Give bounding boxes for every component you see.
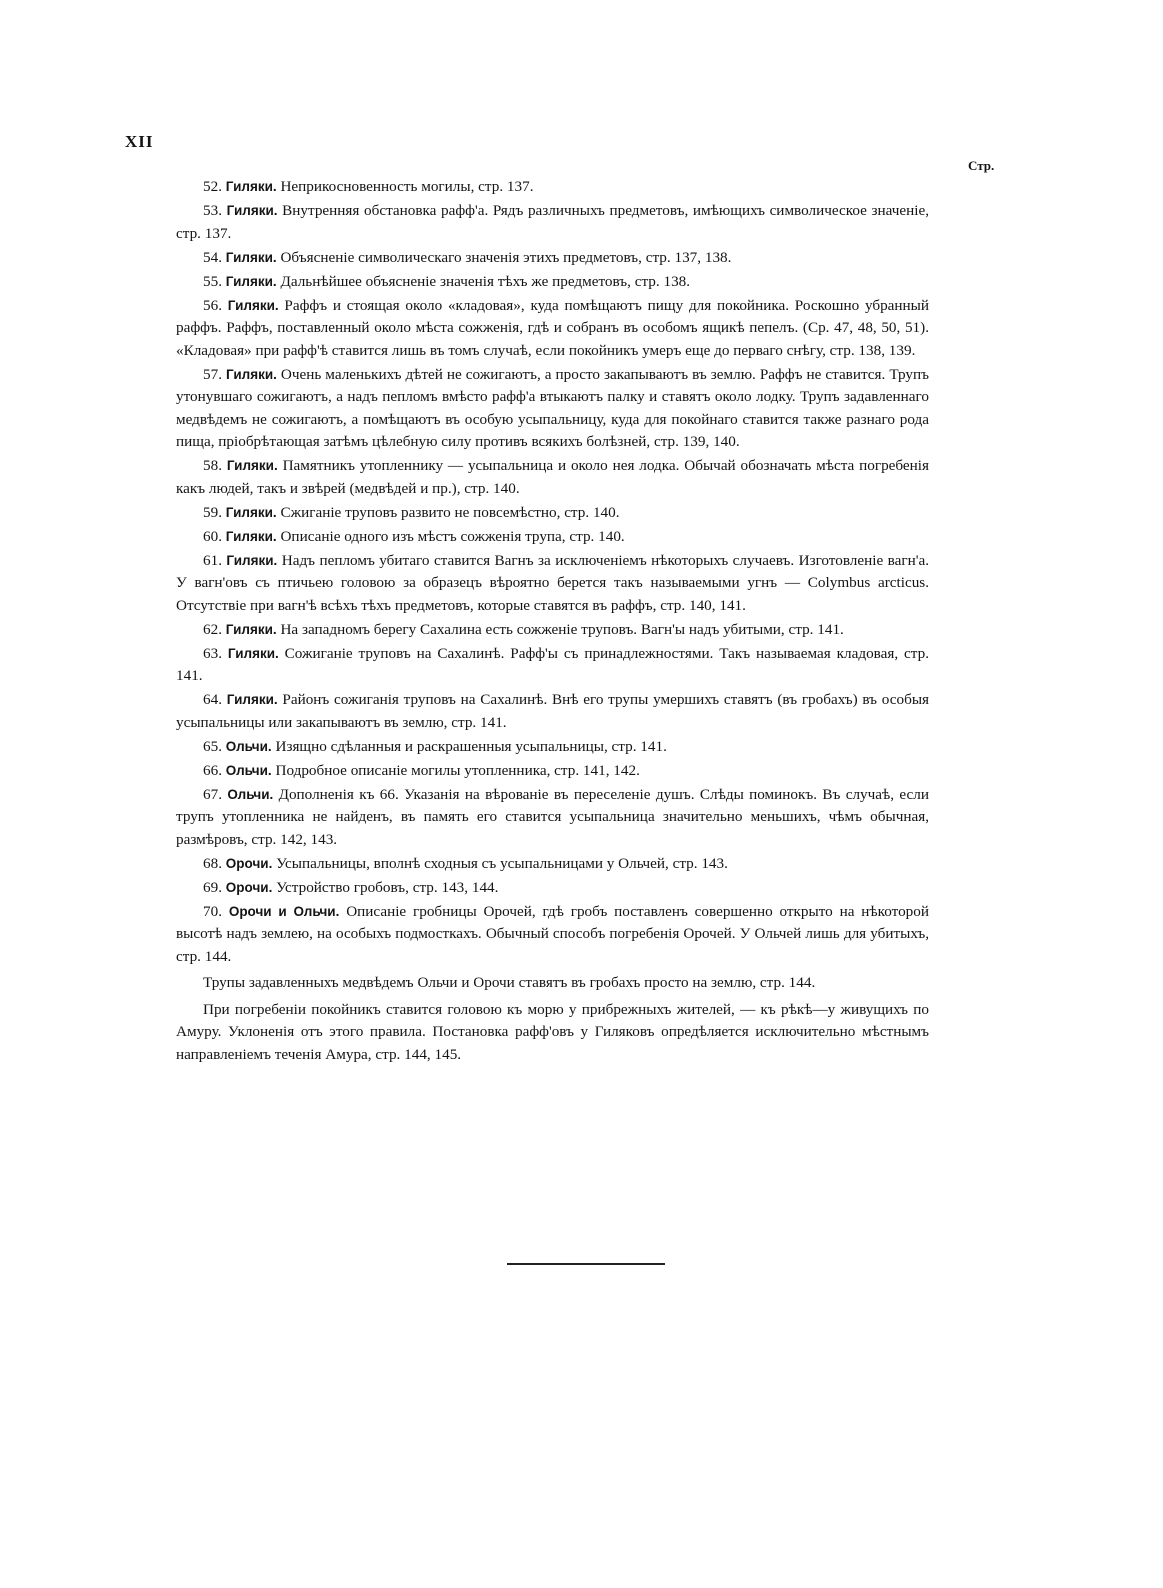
contents-entry <box>176 271 929 294</box>
entry-number: 52. <box>203 178 222 195</box>
entry-people: Гиляки. <box>227 297 279 313</box>
contents-entry <box>176 200 929 245</box>
contents-entry <box>176 877 929 900</box>
entry-people: Гиляки. <box>226 458 278 473</box>
entry-text: Памятникъ утопленнику — усыпальница и около нея лодка. Обычай обозначать мѣста погребенія какъ людей, такъ и звѣрей (медвѣдей и пр.), стр. 140. <box>176 457 930 497</box>
entry-people: Гиляки. <box>225 528 277 544</box>
entry-number: 59. <box>203 503 222 521</box>
entry-people: Гиляки. <box>225 504 277 520</box>
entry-number: 55. <box>203 272 222 290</box>
contents-entry <box>176 176 929 199</box>
entry-number: 61. <box>203 551 222 569</box>
contents-entry <box>176 784 929 852</box>
entry-text: Очень маленькихъ дѣтей не сожигаютъ, а просто закапываютъ въ землю. Раффъ не ставится. Трупъ утонувшаго сожигаютъ, а надъ пепломъ вмѣсто рафф'а втыкаютъ палку и ставятъ около лодку. Трупъ задавленнаго медвѣдемъ не сожигаютъ, а помѣщаютъ въ особую усыпальницу, куда для покойнаго ставится также разнаго рода пища, пріобрѣтающая затѣмъ цѣлебную силу противъ всякихъ болѣзней, стр. 139, 140. <box>176 365 930 450</box>
entry-text: Дальнѣйшее объясненіе значенія тѣхъ же предметовъ, стр. 138. <box>276 272 691 290</box>
contents-entry <box>176 364 929 454</box>
entry-people: Гиляки. <box>226 552 278 568</box>
contents-list <box>176 176 929 1068</box>
entry-number: 70. <box>203 902 222 920</box>
entry-text: Объясненіе символическаго значенія этихъ предметовъ, стр. 137, 138. <box>276 248 732 266</box>
entry-people: Ольчи. <box>225 762 272 778</box>
entry-people: Орочи. <box>225 855 273 871</box>
entry-text: Внутренняя обстановка рафф'а. Рядъ различныхъ предметовъ, имѣющихъ символическое значеніе, стр. 137. <box>176 202 929 242</box>
entry-text: Усыпальницы, вполнѣ сходныя съ усыпальницами у Ольчей, стр. 143. <box>272 854 728 872</box>
entry-people: Ольчи. <box>225 738 272 754</box>
entry-number: 54. <box>203 248 222 266</box>
entry-people: Гиляки. <box>226 203 278 218</box>
contents-entry <box>176 901 929 969</box>
contents-entry <box>176 247 929 270</box>
contents-entry <box>176 619 929 642</box>
entry-text: Изящно сдѣланныя и раскрашенныя усыпальницы, стр. 141. <box>271 737 667 755</box>
entry-number: 68. <box>203 854 222 872</box>
contents-entry <box>176 853 929 876</box>
entry-text: На западномъ берегу Сахалина есть сожженіе труповъ. Вагн'ы надъ убитыми, стр. 141. <box>276 620 844 638</box>
entry-text: Описаніе одного изъ мѣстъ сожженія трупа, стр. 140. <box>276 527 625 545</box>
entry-people: Гиляки. <box>225 273 277 289</box>
page-number: XII <box>125 132 154 151</box>
entry-text: Неприкосновенность могилы, стр. 137. <box>276 178 534 195</box>
contents-entry <box>176 760 929 783</box>
entry-people: Гиляки. <box>225 249 277 265</box>
page-column-header: Стр. <box>968 158 995 173</box>
entry-number: 57. <box>203 365 222 383</box>
end-rule <box>507 1263 665 1265</box>
entry-text: Раффъ и стоящая около «кладовая», куда помѣщаютъ пищу для покойника. Роскошно убранный раффъ. Раффъ, поставленный около мѣста сожженія, гдѣ и собранъ въ особомъ ящикѣ пепелъ. (Ср. 47, 48, 50, 51). «Кладовая» при рафф'ѣ ставится лишь въ томъ случаѣ, если покойникъ умеръ еще до перваго снѣгу, стр. 138, 139. <box>176 296 930 359</box>
entry-number: 67. <box>203 785 222 803</box>
entry-text: Дополненія къ 66. Указанія на вѣрованіе въ переселеніе душъ. Слѣды поминокъ. Въ случаѣ, если трупъ утопленника не найденъ, въ память его ставится усыпальница значительно меньшихъ, чѣмъ обычная, размѣровъ, стр. 142, 143. <box>176 785 929 848</box>
contents-entry <box>176 295 929 363</box>
entry-people: Ольчи. <box>227 786 274 802</box>
entry-text: Устройство гробовъ, стр. 143, 144. <box>272 878 499 896</box>
closing-paragraph: При погребеніи покойникъ ставится головою къ морю у прибрежныхъ жителей, — къ рѣкѣ—у живущихъ по Амуру. Уклоненія отъ этого правила. Постановка рафф'овъ у Гиляковъ опредѣляется исключительно мѣстнымъ направленіемъ теченія Амура, стр. 144, 145. <box>176 1000 929 1063</box>
entry-number: 63. <box>203 644 222 662</box>
entry-number: 53. <box>203 202 222 219</box>
entry-people: Гиляки. <box>226 366 277 382</box>
contents-entry <box>176 455 929 500</box>
entry-text: Сжиганіе труповъ развито не повсемѣстно, стр. 140. <box>276 503 620 521</box>
entry-text: Подробное описаніе могилы утопленника, стр. 141, 142. <box>271 761 640 779</box>
contents-entry <box>176 689 929 734</box>
entry-number: 66. <box>203 761 222 779</box>
contents-entry <box>176 550 929 618</box>
entry-number: 60. <box>203 527 222 545</box>
entry-number: 62. <box>203 620 222 638</box>
entry-people: Орочи. <box>225 879 273 895</box>
entry-people: Гиляки. <box>227 645 279 661</box>
entry-text: Надъ пепломъ убитаго ставится Вагнъ за исключеніемъ нѣкоторыхъ случаевъ. Изготовленіе вагн'а. У вагн'овъ съ птичьею головою за образецъ вѣроятно берется такъ называемыми угнъ — Colymbus arcticus. Отсутствіе при вагн'ѣ всѣхъ тѣхъ предметовъ, которые ставятся въ раффъ, стр. 140, 141. <box>176 551 929 614</box>
entry-number: 69. <box>203 878 222 896</box>
entry-people: Гиляки. <box>225 621 277 637</box>
entry-people: Орочи и Ольчи. <box>228 903 340 919</box>
entry-people: Гиляки. <box>225 179 277 194</box>
entry-text: Районъ сожиганія труповъ на Сахалинѣ. Внѣ его трупы умершихъ ставятъ (въ гробахъ) въ особыя усыпальницы или закапываютъ въ землю, стр. 141. <box>176 691 930 731</box>
contents-entry <box>176 643 929 688</box>
entry-number: 64. <box>203 691 222 708</box>
contents-entry <box>176 736 929 759</box>
entry-number: 56. <box>203 296 222 314</box>
contents-entry <box>176 502 929 525</box>
entry-text: Сожиганіе труповъ на Сахалинѣ. Рафф'ы съ принадлежностями. Такъ называемая кладовая, стр. 141. <box>176 644 930 684</box>
contents-entry <box>176 526 929 549</box>
closing-paragraph: Трупы задавленныхъ медвѣдемъ Ольчи и Орочи ставятъ въ гробахъ просто на землю, стр. 144. <box>203 974 816 991</box>
entry-people: Гиляки. <box>226 692 278 707</box>
entry-number: 58. <box>203 457 222 474</box>
entry-number: 65. <box>203 737 222 755</box>
entry-text: Описаніе гробницы Орочей, гдѣ гробъ поставленъ совершенно открыто на нѣкоторой высотѣ надъ землею, на особыхъ подмосткахъ. Обычный способъ погребенія Орочей. У Ольчей лишь для убитыхъ, стр. 144. <box>176 902 929 965</box>
